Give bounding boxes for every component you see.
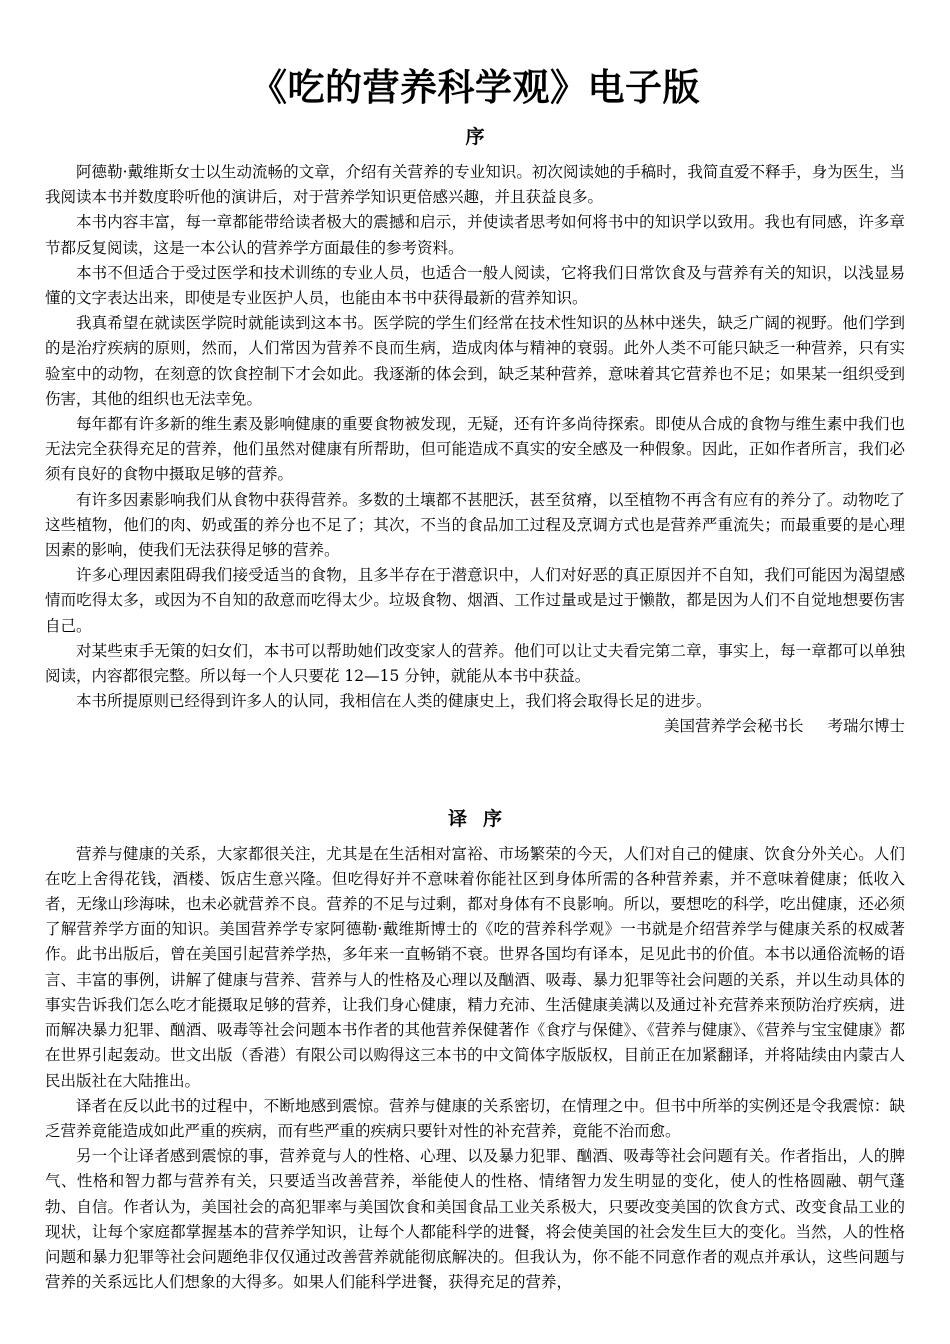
document-title: 《吃的营养科学观》电子版 [250,65,700,109]
preface-paragraph: 每年都有许多新的维生素及影响健康的重要食物被发现，无疑，还有许多尚待探索。即使从合成的食物与维生素中我们也无法完全获得充足的营养，他们虽然对健康有所帮助，但可能造成不真实的安全感及一种假象。因此，正如作者所言，我们必须有良好的食物中摄取足够的营养。 [45,415,905,484]
translator-preface-paragraph: 营养与健康的关系，大家都很关注，尤其是在生活相对富裕、市场繁荣的今天，人们对自己的健康、饮食分外关心。人们在吃上舍得花钱，酒楼、饭店生意兴隆。但吃得好并不意味着你能社区到身体所需的各种营养素，并不意味着健康；低收入者，无缘山珍海味，也未必就营养不良。营养的不足与过剩，都对身体有不良影响。所以，要想吃的科学，吃出健康，还必须了解营养学方面的知识。美国营养学专家阿德勒·戴维斯博士的《吃的营养科学观》一书就是介绍营养学与健康关系的权威著作。此书出版后，曾在美国引起营养学热，多年来一直畅销不衰。世界各国均有译本，足见此书的价值。本书以通俗流畅的语言、丰富的事例，讲解了健康与营养、营养与人的性格及心理以及酗酒、吸毒、暴力犯罪等社会问题的关系，并以生动具体的事实告诉我们怎么吃才能摄取足够的营养，让我们身心健康，精力充沛、生活健康美满以及通过补充营养来预防治疗疾病，进而解决暴力犯罪、酗酒、吸毒等社会问题本书作者的其他营养保健著作《食疗与保健》、《营养与健康》、《营养与宝宝健康》都在世界引起轰动。世文出版（香港）有限公司以购得这三本书的中文简体字版版权，目前正在加紧翻译，并将陆续由内蒙古人民出版社在大陆推出。 [45,844,905,1090]
signature-name: 考瑞尔博士 [827,717,905,736]
preface-paragraph: 本书不但适合于受过医学和技术训练的专业人员，也适合一般人阅读，它将我们日常饮食及与营养有关的知识，以浅显易懂的文字表达出来，即使是专业医护人员，也能由本书中获得最新的营养知识。 [45,263,905,308]
preface-paragraph: 我真希望在就读医学院时就能读到这本书。医学院的学生们经常在技术性知识的丛林中迷失，缺乏广阔的视野。他们学到的是治疗疾病的原则，然而，人们常因为营养不良而生病，造成肉体与精神的衰弱。此外人类不可能只缺乏一种营养，只有实验室中的动物，在刻意的饮食控制下才会如此。我逐渐的体会到，缺乏某种营养，意味着其它营养也不足；如果某一组织受到伤害，其他的组织也无法幸免。 [45,314,905,408]
preface-section [45,122,905,740]
translator-preface-paragraph: 另一个让译者感到震惊的事，营养竟与人的性格、心理、以及暴力犯罪、酗酒、吸毒等社会问题有关。作者指出，人的脾气、性格和智力都与营养有关，只要适当改善营养，举能使人的性格、情绪智力发生明显的变化，使人的性格圆融、朝气蓬勃、自信。作者认为，美国社会的高犯罪率与美国饮食和美国食品工业关系极大，只要改变美国的饮食方式、改变食品工业的现状，让每个家庭都掌握基本的营养学知识，让每个人都能科学的进餐，将会使美国的社会发生巨大的变化。当然，人的性格问题和暴力犯罪等社会问题绝非仅仅通过改善营养就能彻底解决的。但我认为，你不能不同意作者的观点并承认，这些问题与营养的关系远比人们想象的大得多。如果人们能科学进餐，获得充足的营养， [45,1147,905,1292]
preface-paragraph: 本书所提原则已经得到许多人的认同，我相信在人类的健康史上，我们将会取得长足的进步。 [76,692,712,711]
preface-paragraph: 有许多因素影响我们从食物中获得营养。多数的土壤都不甚肥沃，甚至贫瘠，以至植物不再含有应有的养分了。动物吃了这些植物，他们的肉、奶或蛋的养分也不足了；其次，不当的食品加工过程及烹调方式也是营养严重流失；而最重要的是心理因素的影响，使我们无法获得足够的营养。 [45,490,905,560]
preface-signature [45,714,905,739]
preface-heading: 序 [465,126,485,148]
preface-paragraph: 本书内容丰富，每一章都能带给读者极大的震撼和启示，并使读者思考如何将书中的知识学以致用。我也有同感，许多章节都反复阅读，这是一本公认的营养学方面最佳的参考资料。 [45,213,905,257]
translator-preface-heading: 译序 [447,807,518,830]
preface-paragraph: 阿德勒·戴维斯女士以生动流畅的文章，介绍有关营养的专业知识。初次阅读她的手稿时，我简直爱不释手，身为医生，当我阅读本书并数度聆听他的演讲后，对于营养学知识更倍感兴趣，并且获益良多。 [45,163,905,207]
translator-preface-paragraph: 译者在反以此书的过程中，不断地感到震惊。营养与健康的关系密切，在情理之中。但书中所举的实例还是令我震惊：缺乏营养竟能造成如此严重的疾病，而有些严重的疾病只要针对性的补充营养，竟能不治而愈。 [45,1096,905,1140]
preface-paragraph: 许多心理因素阻碍我们接受适当的食物，且多半存在于潜意识中，人们对好恶的真正原因并不自知，我们可能因为渴望感情而吃得太多，或因为不自知的敌意而吃得太少。垃圾食物、烟酒、工作过量或是过于懒散，都是因为人们不自觉地想要伤害自己。 [45,566,905,635]
translator-preface-section [45,804,905,1296]
preface-paragraph: 对某些束手无策的妇女们，本书可以帮助她们改变家人的营养。他们可以让丈夫看完第二章，事实上，每一章都可以单独阅读，内容都很完整。所以每一个人只要花 12—15 分钟，就能从本书中获益。 [45,641,905,686]
signature-role: 美国营养学会秘书长 [663,717,804,736]
